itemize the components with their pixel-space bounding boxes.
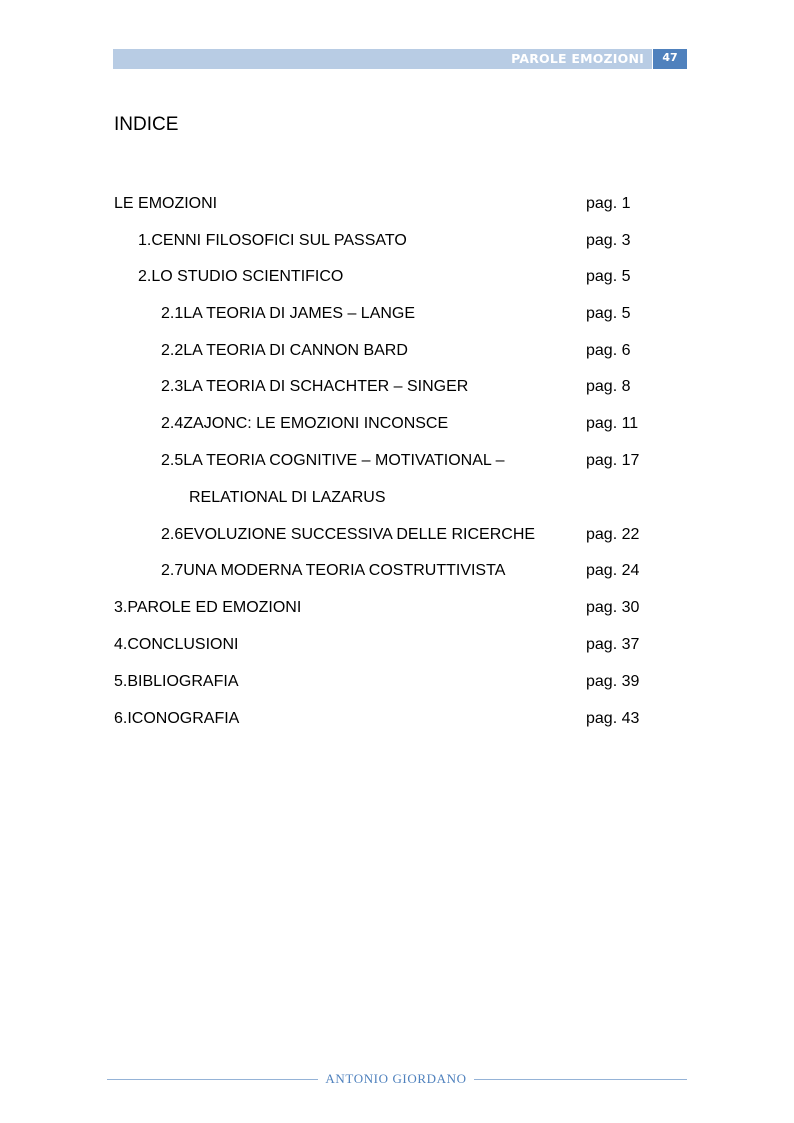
toc-entry-text: 1.CENNI FILOSOFICI SUL PASSATO	[138, 232, 407, 249]
toc-entry-page: pag. 43	[586, 710, 640, 727]
toc-entry-page: pag. 6	[586, 342, 631, 359]
toc-entry-page: pag. 37	[586, 636, 640, 653]
toc-entry-text: 2.4ZAJONC: LE EMOZIONI INCONSCE	[161, 415, 449, 432]
footer-author: ANTONIO GIORDANO	[325, 1071, 467, 1086]
running-header-title: PAROLE EMOZIONI	[511, 51, 644, 66]
toc-entry-page: pag. 39	[586, 673, 640, 690]
toc-entry-text: 2.6EVOLUZIONE SUCCESSIVA DELLE RICERCHE	[161, 526, 536, 543]
footer-rule-right	[474, 1079, 687, 1080]
toc-entry-text: RELATIONAL DI LAZARUS	[189, 489, 386, 506]
toc-entry-text: 2.2LA TEORIA DI CANNON BARD	[161, 342, 408, 359]
toc-entry-text: 2.LO STUDIO SCIENTIFICO	[138, 268, 344, 285]
toc-entry-page: pag. 24	[586, 562, 640, 579]
toc-entry-text: 3.PAROLE ED EMOZIONI	[114, 599, 302, 616]
toc-entry-page: pag. 1	[586, 195, 631, 212]
toc-entry-text: LE EMOZIONI	[114, 195, 218, 212]
toc-entry-text: 5.BIBLIOGRAFIA	[114, 673, 239, 690]
toc-entry-page: pag. 30	[586, 599, 640, 616]
toc-entry-text: 2.5LA TEORIA COGNITIVE – MOTIVATIONAL –	[161, 452, 505, 469]
toc-entry-text: 4.CONCLUSIONI	[114, 636, 239, 653]
toc-entry-page: pag. 5	[586, 305, 631, 322]
toc-entry-page: pag. 17	[586, 452, 640, 469]
toc-entry-page: pag. 11	[586, 415, 639, 432]
page-title: INDICE	[114, 114, 179, 135]
toc-entry-page: pag. 3	[586, 232, 631, 249]
toc-entry-text: 2.7UNA MODERNA TEORIA COSTRUTTIVISTA	[161, 562, 506, 579]
footer-rule-left	[107, 1079, 318, 1080]
toc-entry-text: 2.1LA TEORIA DI JAMES – LANGE	[161, 305, 416, 322]
toc-entry-text: 6.ICONOGRAFIA	[114, 710, 240, 727]
toc-entry-page: pag. 22	[586, 526, 640, 543]
toc-entry-page: pag. 8	[586, 378, 631, 395]
page-number-badge: 47	[653, 49, 687, 69]
toc-entry-text: 2.3LA TEORIA DI SCHACHTER – SINGER	[161, 378, 469, 395]
toc-entry-page: pag. 5	[586, 268, 631, 285]
